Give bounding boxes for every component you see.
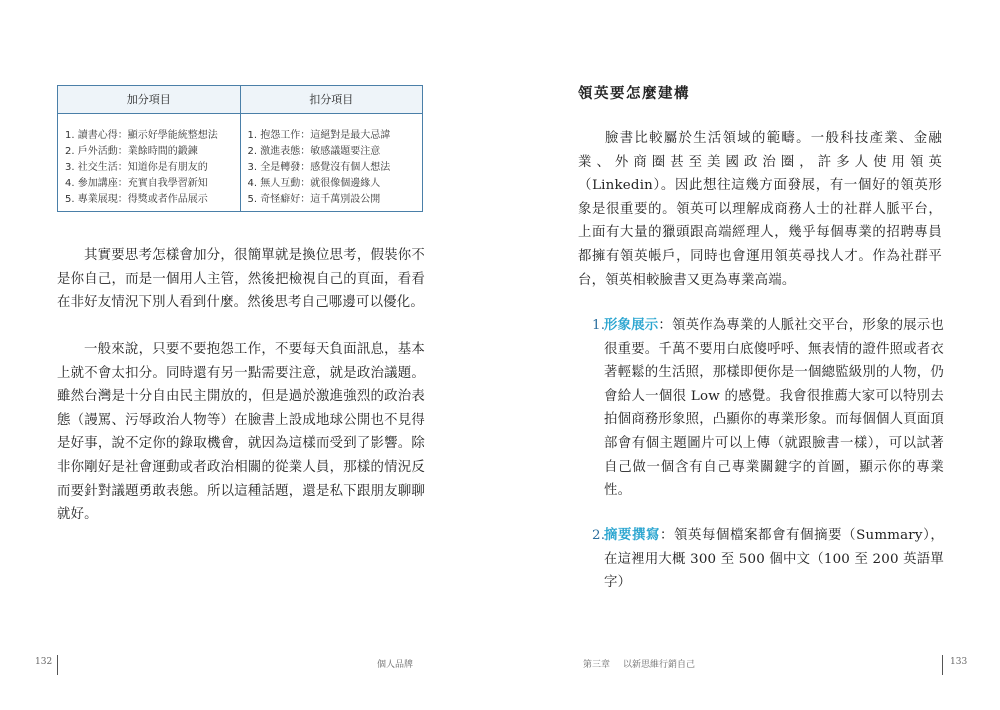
list-keyword: 摘要撰寫 <box>604 528 661 543</box>
list-keyword: 形象展示 <box>604 318 659 333</box>
list-number: 2. <box>592 528 606 543</box>
body-paragraph: 一般來說，只要不要抱怨工作，不要每天負面訊息，基本上就不會太扣分。同時還有另一點需要注意，就是政治議題。雖然台灣是十分自由民主開放的，但是過於激進強烈的政治表態（謾罵、污辱政治人物等）在臉書上設成地球公開也不見得是好事，說不定你的錄取機會，就因為這樣而受到了影響。除非你剛好是社會運動或者政治相關的從業人員，那樣的情況反而要針對議題勇敢表態。所以這種話題，還是私下跟朋友聊聊就好。 <box>57 342 425 523</box>
body-paragraph: 其實要思考怎樣會加分，很簡單就是換位思考，假裝你不是你自己，而是一個用人主管，然後把檢視自己的頁面，看看在非好友情況下別人看到什麼。然後思考自己哪邊可以優化。 <box>57 248 425 311</box>
list-body: ：領英作為專業的人脈社交平台，形象的展示也很重要。千萬不要用白底傻呼呼、無表情的證件照或者衣著輕鬆的生活照，那樣即便你是一個總監級別的人物，仍會給人一個很 Low 的感覺。我會很推薦大家可以特別去拍個商務形象照，凸顯你的專業形象。而每個個人頁面頂部會有個主題圖片可以上傳（就跟臉書一樣），可以試著自己做一個含有自己專業關鍵字的首圖，顯示你的專業性。 <box>604 318 944 499</box>
left-page-number: 132 <box>35 657 53 667</box>
plus-item: 3. 社交生活：知道你是有朋友的 <box>65 162 208 173</box>
plus-item: 1. 讀書心得：顯示好學能統整想法 <box>65 130 218 141</box>
list-text <box>592 524 944 595</box>
minus-item: 5. 奇怪癖好：這千萬別設公開 <box>247 194 381 205</box>
list-body: ：領英每個檔案都會有個摘要（Summary），在這裡用大概 300 至 500 個中文（100 至 200 英語單字） <box>604 528 944 591</box>
minus-item: 2. 激進表態：敏感議題要注意 <box>247 146 381 157</box>
score-table <box>57 85 423 212</box>
list-item <box>592 524 944 595</box>
intro-paragraph: 臉書比較屬於生活領域的範疇。一般科技產業、金融業、外商圈甚至美國政治圈，許多人使用領英（Linkedin）。因此想往這幾方面發展，有一個好的領英形象是很重要的。領英可以理解成商務人士的社群人脈平台，上面有大量的獵頭跟高端經理人，幾乎每個專業的招聘專員都擁有領英帳戶，同時也會運用領英尋找人才。作為社群平台，領英相較臉書又更為專業高端。 <box>578 131 942 288</box>
minus-item: 4. 無人互動：就很像個邊緣人 <box>247 178 381 189</box>
list-item <box>592 314 944 503</box>
plus-item: 4. 參加講座：充實自我學習新知 <box>65 178 208 189</box>
plus-item: 2. 戶外活動：業餘時間的鍛鍊 <box>65 146 198 157</box>
left-running-head: 個人品牌 <box>377 660 414 670</box>
plus-items-column <box>58 114 241 212</box>
footer-divider <box>942 655 943 675</box>
right-page-number: 133 <box>950 657 968 667</box>
table-body <box>58 114 422 212</box>
minus-items-header: 扣分項目 <box>309 93 354 106</box>
list-text <box>592 314 944 503</box>
minus-item: 3. 全是轉發：感覺沒有個人想法 <box>247 162 391 173</box>
minus-item: 1. 抱怨工作：這絕對是最大忌諱 <box>247 130 391 141</box>
right-chapter-label: 第三章 <box>583 660 611 670</box>
table-header <box>58 86 422 114</box>
footer-divider <box>57 655 58 675</box>
plus-item: 5. 專業展現：得獎或者作品展示 <box>65 194 208 205</box>
list-number: 1. <box>592 318 606 333</box>
minus-items-column <box>241 114 423 212</box>
right-running-head: 以新思維行銷自己 <box>623 660 696 670</box>
plus-items-header: 加分項目 <box>58 86 241 113</box>
section-title: 領英要怎麼建構 <box>578 86 690 102</box>
